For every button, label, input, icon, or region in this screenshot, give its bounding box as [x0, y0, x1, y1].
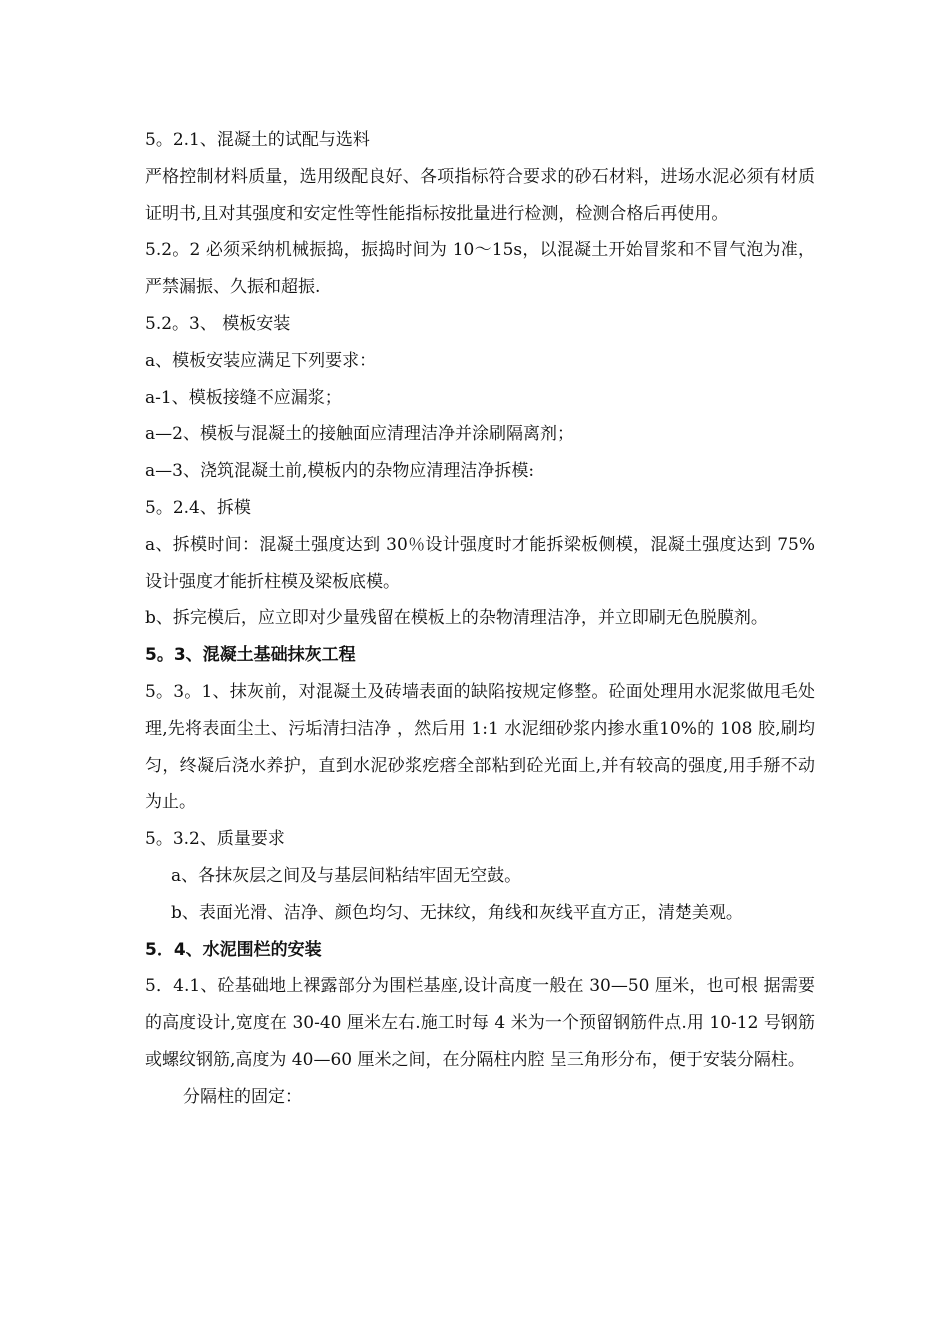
section-heading-5-2-3: 5.2。3、 模板安装: [145, 313, 291, 334]
body-paragraph-materials: 严格控制材料质量，选用级配良好、各项指标符合要求的砂石材料，进场水泥必须有材质证明书,且对其强度和安定性等性能指标按批量进行检测，检测合格后再使用。: [145, 166, 815, 224]
section-heading-5-2-1: 5。2.1、混凝土的试配与选料: [145, 130, 370, 150]
body-paragraph-column-fixing: 分隔柱的固定：: [183, 1086, 302, 1107]
list-item-demolding-time: a、拆模时间：混凝土强度达到 30％设计强度时才能拆梁板侧模，混凝土强度达到 75%设计强度才能折柱模及梁板底模。: [145, 534, 815, 592]
list-item-a1: a-1、模板接缝不应漏浆；: [145, 387, 342, 408]
body-paragraph-fence-base: 5．4.1、砼基础地上裸露部分为围栏基座,设计高度一般在 30—50 厘米，也可根 据需要的高度设计,宽度在 30-40 厘米左右.施工时每 4 米为一个预留钢筋件点.用 10-12 号钢筋或螺纹钢筋,高度为 40—60 厘米之间，在分隔柱内腔 呈三角形分布，便于安装分隔柱。: [145, 976, 815, 1070]
list-item-quality-b: b、表面光滑、洁净、颜色均匀、无抹纹，角线和灰线平直方正，清楚美观。: [171, 902, 743, 923]
list-item-quality-a: a、各抹灰层之间及与基层间粘结牢固无空鼓。: [171, 865, 522, 886]
list-item-formwork-requirements: a、模板安装应满足下列要求：: [145, 350, 377, 371]
section-heading-5-4: 5．4、水泥围栏的安装: [145, 939, 322, 960]
section-heading-5-3: 5。3、混凝土基础抹灰工程: [145, 645, 356, 666]
list-item-a3: a—3、浇筑混凝土前,模板内的杂物应清理洁净拆模:: [145, 461, 535, 482]
list-item-after-demolding: b、拆完模后，应立即对少量残留在模板上的杂物清理洁净，并立即刷无色脱膜剂。: [145, 608, 768, 629]
section-heading-5-3-2: 5。3.2、质量要求: [145, 829, 285, 850]
list-item-a2: a—2、模板与混凝土的接触面应清理洁净并涂刷隔离剂；: [145, 424, 574, 445]
section-heading-5-2-4: 5。2.4、拆模: [145, 497, 251, 518]
body-paragraph-plastering: 5。3。1、抹灰前，对混凝土及砖墙表面的缺陷按规定修整。砼面处理用水泥浆做甩毛处理,先将表面尘土、污垢清扫洁净 ，然后用 1:1 水泥细砂浆内掺水重10%的 108 胶,刷均匀，终凝后浇水养护，直到水泥砂浆疙瘩全部粘到砼光面上,并有较高的强度,用手掰不动为止。: [145, 681, 815, 813]
document-body: [145, 122, 815, 1116]
body-paragraph-vibration: 5.2。2 必须采纳机械振捣，振捣时间为 10～15s，以混凝土开始冒浆和不冒气泡为准，严禁漏振、久振和超振.: [145, 240, 815, 298]
